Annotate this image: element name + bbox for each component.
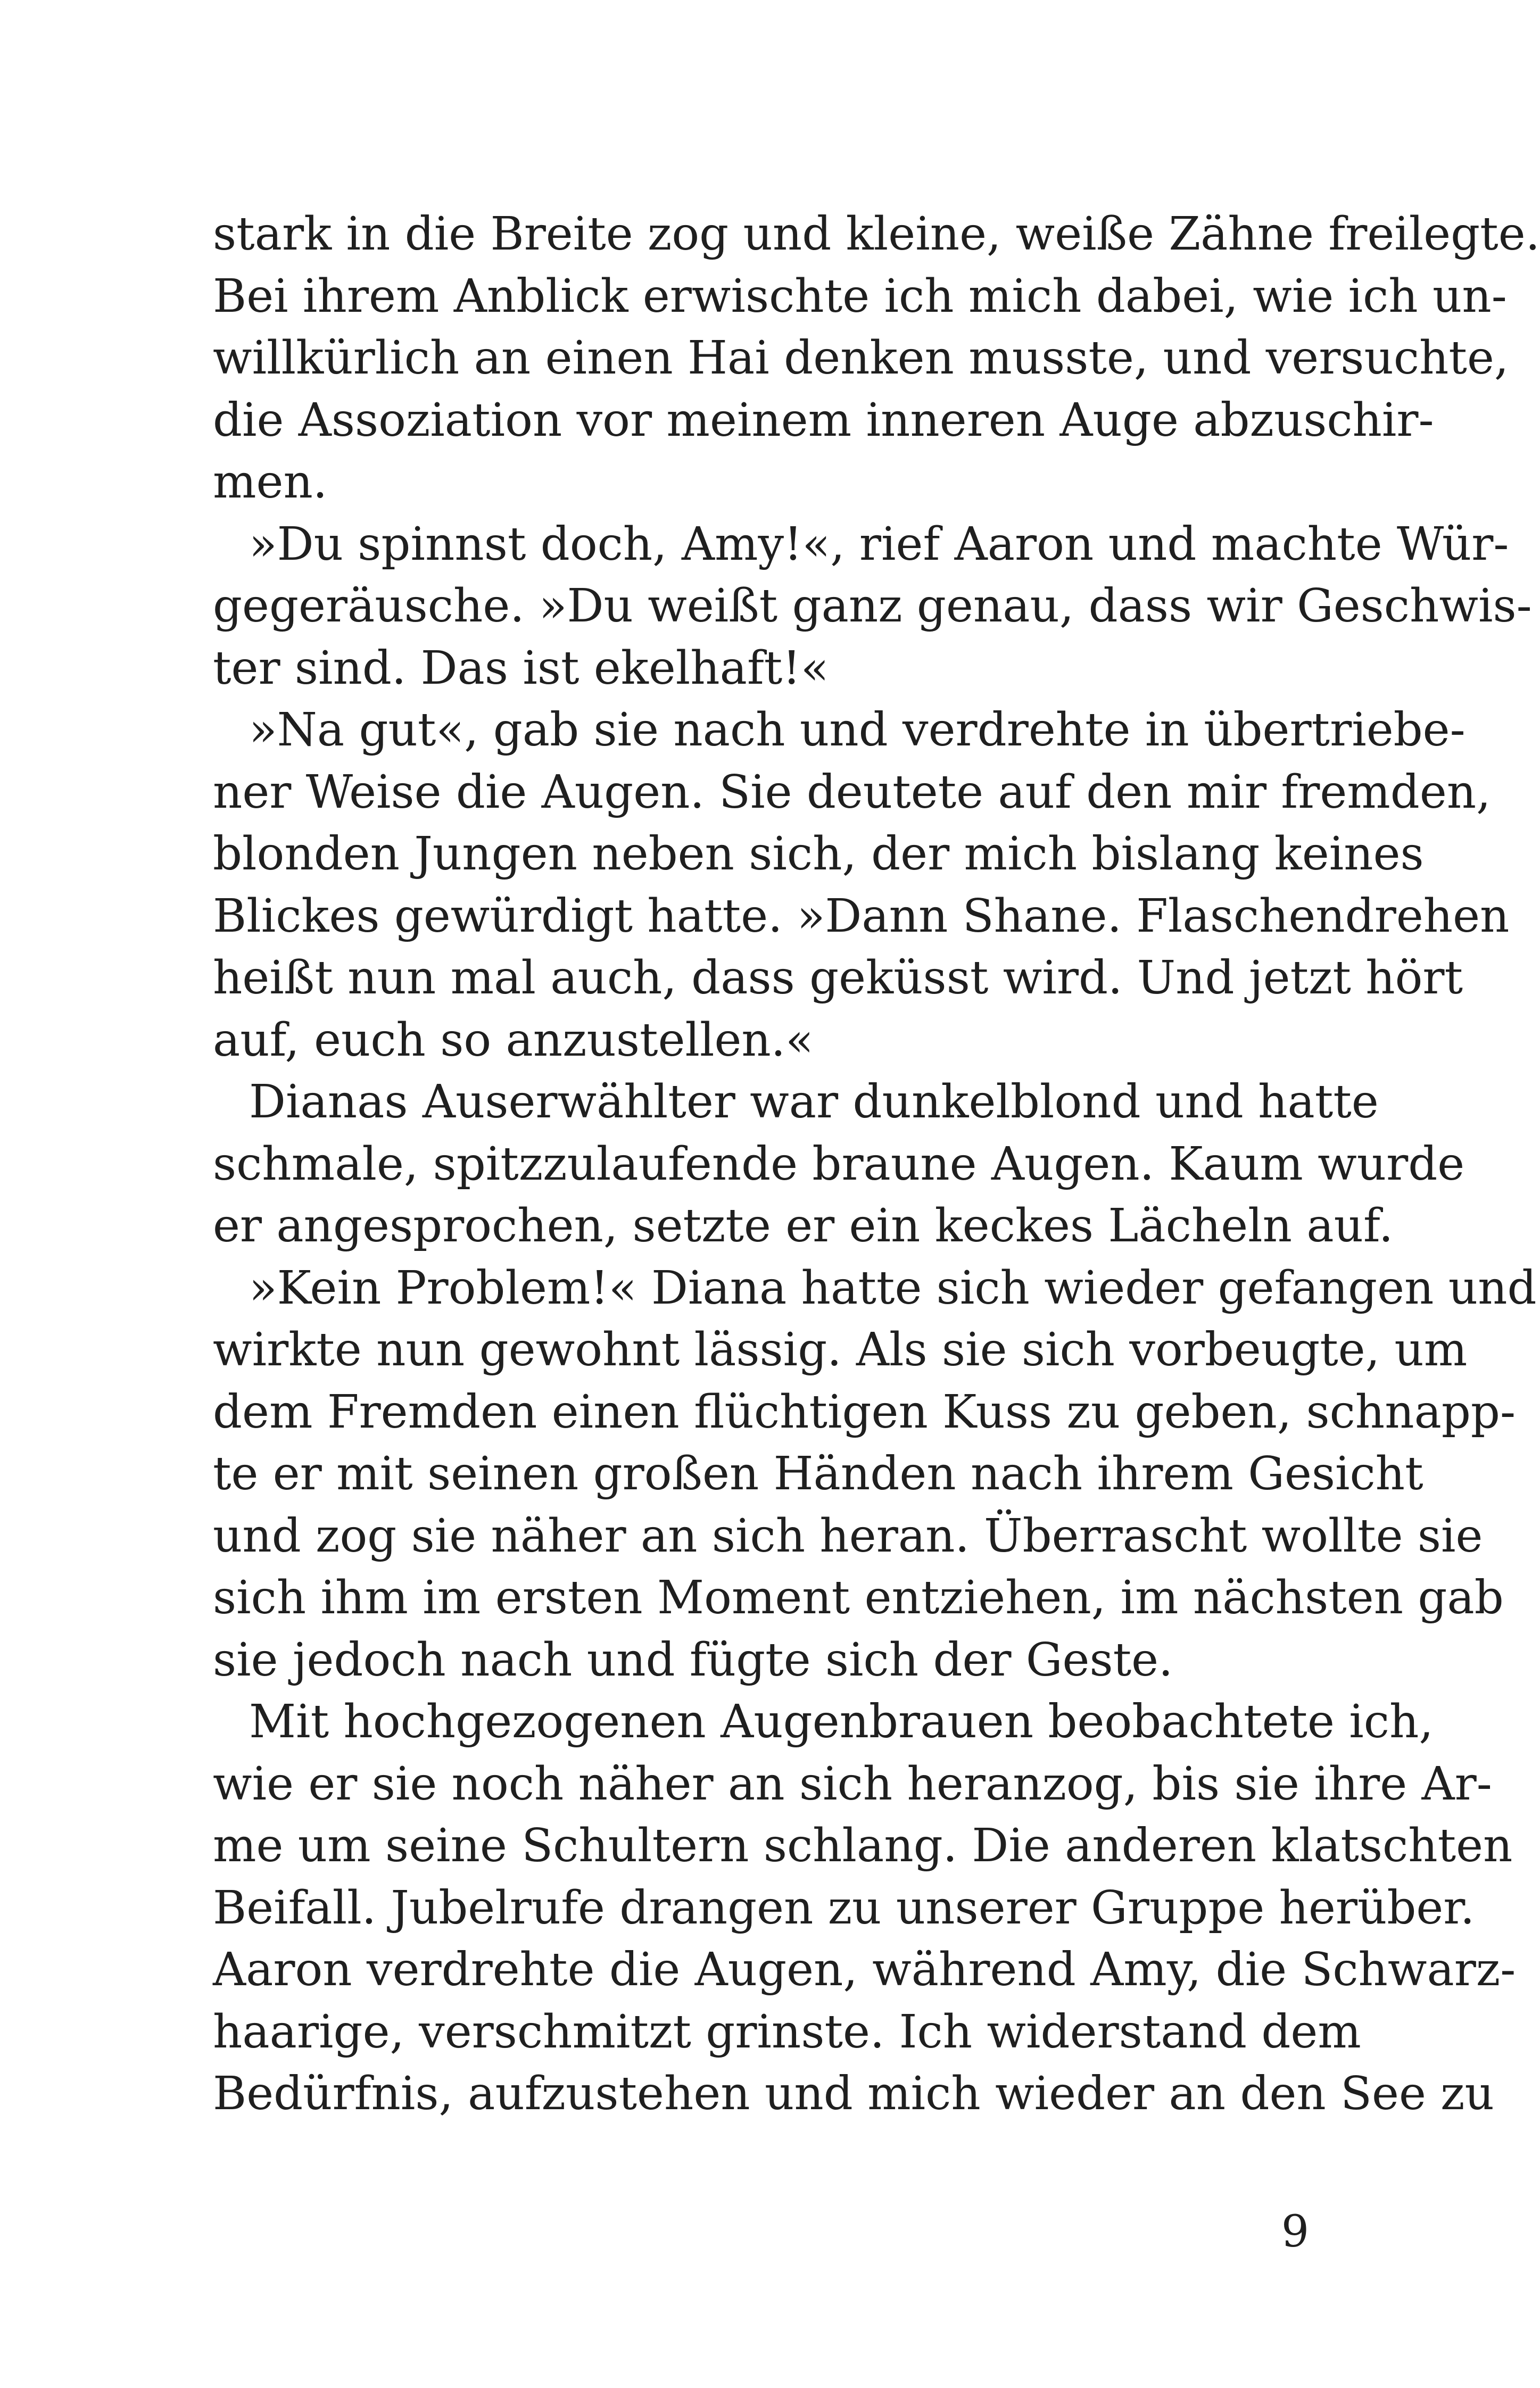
text-line: dem Fremden einen flüchtigen Kuss zu geben, schnapp- bbox=[213, 1385, 1516, 1439]
text-line: wirkte nun gewohnt lässig. Als sie sich vorbeugte, um bbox=[213, 1323, 1468, 1377]
text-line: auf, euch so anzustellen.« bbox=[213, 1013, 814, 1067]
text-line: sich ihm im ersten Moment entziehen, im nächsten gab bbox=[213, 1571, 1504, 1624]
text-line: me um seine Schultern schlang. Die anderen klatschten bbox=[213, 1819, 1513, 1872]
text-line: die Assoziation vor meinem inneren Auge abzuschir- bbox=[213, 393, 1434, 447]
text-line: ner Weise die Augen. Sie deutete auf den mir fremden, bbox=[213, 765, 1491, 819]
text-line: Bedürfnis, aufzustehen und mich wieder an den See zu bbox=[213, 2067, 1494, 2120]
text-line: »Kein Problem!« Diana hatte sich wieder gefangen und bbox=[249, 1261, 1537, 1315]
text-line: gegeräusche. »Du weißt ganz genau, dass wir Geschwis- bbox=[213, 579, 1532, 633]
text-line: men. bbox=[213, 455, 328, 509]
text-line: schmale, spitzzulaufende braune Augen. Kaum wurde bbox=[213, 1137, 1465, 1191]
text-line: te er mit seinen großen Händen nach ihrem Gesicht bbox=[213, 1447, 1423, 1500]
text-line: Beifall. Jubelrufe drangen zu unserer Gruppe herüber. bbox=[213, 1881, 1475, 1935]
text-line: »Na gut«, gab sie nach und verdrehte in übertriebe- bbox=[249, 703, 1466, 757]
text-line: er angesprochen, setzte er ein keckes Lächeln auf. bbox=[213, 1199, 1394, 1253]
page-number: 9 bbox=[1281, 2207, 1309, 2257]
text-line: Dianas Auserwählter war dunkelblond und hatte bbox=[249, 1075, 1379, 1129]
text-line: Bei ihrem Anblick erwischte ich mich dabei, wie ich un- bbox=[213, 269, 1507, 323]
body-text bbox=[213, 203, 1540, 2125]
text-line: »Du spinnst doch, Amy!«, rief Aaron und machte Wür- bbox=[249, 517, 1509, 571]
text-line: Blickes gewürdigt hatte. »Dann Shane. Flaschendrehen bbox=[213, 889, 1510, 943]
text-line: stark in die Breite zog und kleine, weiße Zähne freilegte. bbox=[213, 208, 1540, 261]
text-line: und zog sie näher an sich heran. Überrascht wollte sie bbox=[213, 1509, 1483, 1563]
text-line: wie er sie noch näher an sich heranzog, bis sie ihre Ar- bbox=[213, 1757, 1492, 1811]
text-line: ter sind. Das ist ekelhaft!« bbox=[213, 641, 829, 695]
text-line: blonden Jungen neben sich, der mich bislang keines bbox=[213, 827, 1424, 881]
text-line: willkürlich an einen Hai denken musste, und versuchte, bbox=[213, 331, 1509, 385]
text-line: Mit hochgezogenen Augenbrauen beobachtete ich, bbox=[249, 1695, 1434, 1748]
text-line: Aaron verdrehte die Augen, während Amy, die Schwarz- bbox=[213, 1943, 1516, 1996]
text-line: heißt nun mal auch, dass geküsst wird. Und jetzt hört bbox=[213, 951, 1463, 1005]
text-line: haarige, verschmitzt grinste. Ich widerstand dem bbox=[213, 2005, 1361, 2059]
text-line: sie jedoch nach und fügte sich der Geste. bbox=[213, 1633, 1173, 1687]
